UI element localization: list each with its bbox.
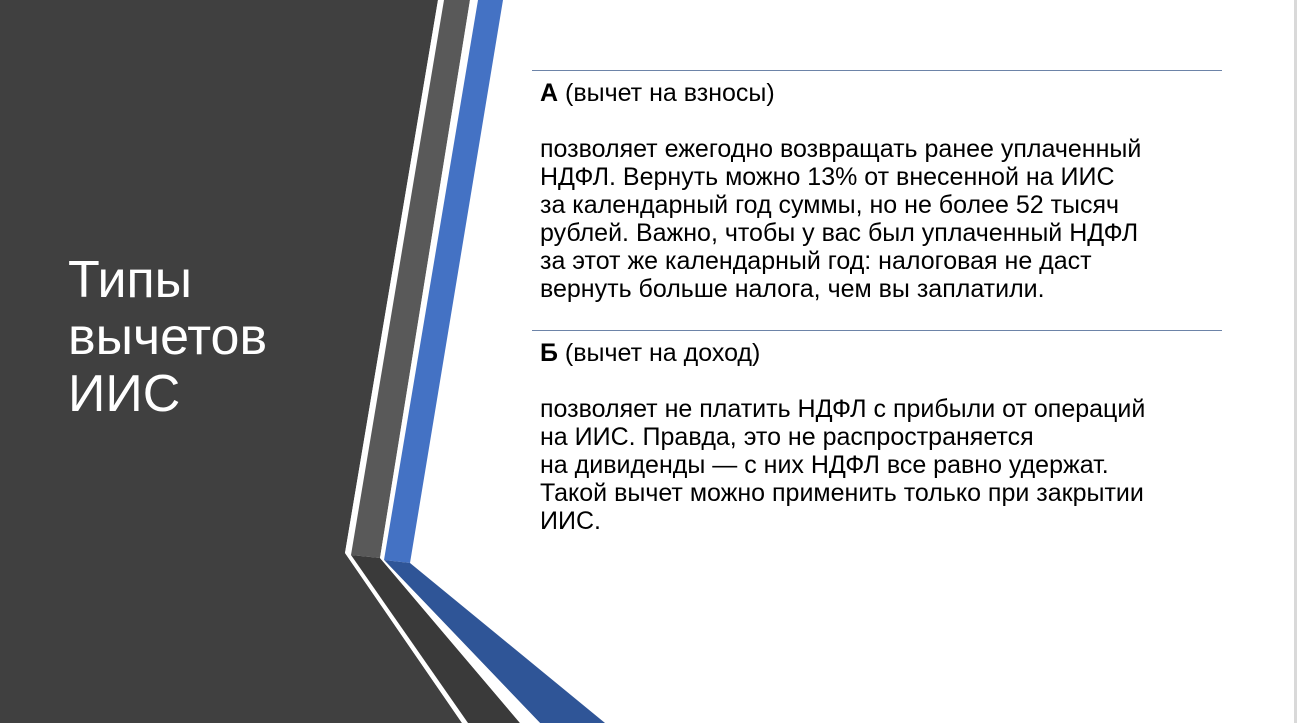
deduction-b-heading-text: (вычет на доход) [557,339,761,367]
text-line: позволяет ежегодно возвращать ранее уплаченный [540,135,1142,163]
deduction-b-description [540,367,1222,535]
text-line: на дивиденды — с них НДФЛ все равно удержат. [540,451,1109,479]
text-line: позволяет не платить НДФЛ с прибыли от операций [540,395,1146,423]
content-area [532,70,1222,535]
text-line: рублей. Важно, чтобы у вас был уплаченный НДФЛ [540,219,1139,247]
deduction-a-heading [540,79,1222,107]
text-line: на ИИС. Правда, это не распространяется [540,423,1034,451]
text-line: НДФЛ. Вернуть можно 13% от внесенной на ИИС [540,163,1115,191]
slide-title [68,252,348,423]
deduction-b-heading [540,339,1222,367]
text-line: ИИС. [540,507,601,535]
text-line: за календарный год суммы, но не более 52 тысяч [540,191,1120,219]
title-line: ИИС [68,365,181,423]
deduction-a-heading-text: (вычет на взносы) [558,79,775,107]
title-line: вычетов [68,308,268,366]
deduction-a-letter: А [540,79,559,107]
deduction-a-block [532,70,1222,303]
title-line: Типы [68,251,193,309]
deduction-b-letter: Б [540,339,558,367]
text-line: вернуть больше налога, чем вы заплатили. [540,275,1045,303]
text-line: за этот же календарный год: налоговая не даст [540,247,1092,275]
deduction-a-description [540,107,1222,303]
text-line: Такой вычет можно применить только при закрытии [540,479,1144,507]
deduction-b-block [532,330,1222,535]
